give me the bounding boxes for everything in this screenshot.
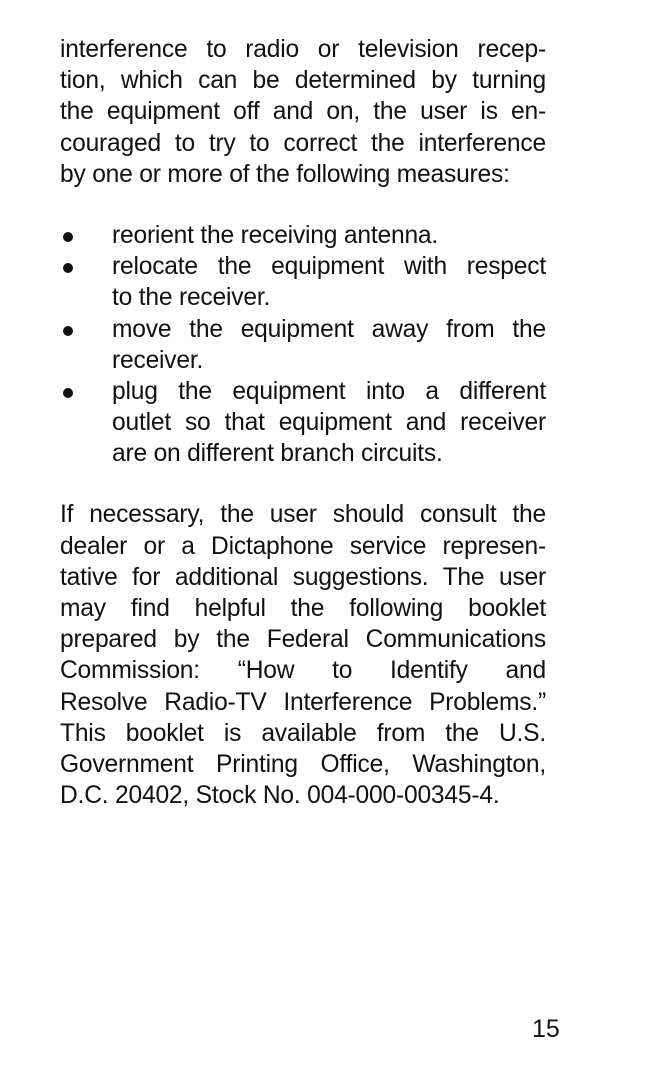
closing-line: Resolve Radio-TV Interference Problems.” (60, 688, 546, 716)
list-item-line: reorient the receiving antenna. (112, 221, 439, 249)
list-item-line: to the receiver. (112, 284, 271, 312)
closing-line: dealer or a Dictaphone service represen- (60, 532, 546, 560)
closing-line: If necessary, the user should consult the (60, 501, 546, 529)
page-number: 15 (532, 1015, 560, 1043)
intro-line: by one or more of the following measures: (60, 160, 510, 188)
paragraph-gap (60, 469, 546, 499)
intro-paragraph (60, 34, 546, 190)
closing-paragraph (60, 499, 546, 811)
measures-list (60, 220, 546, 470)
list-item-line: receiver. (112, 346, 204, 374)
closing-line: Government Printing Office, Washington, (60, 750, 546, 778)
list-item-line: outlet so that equipment and receiver (112, 409, 546, 437)
list-item (60, 251, 546, 313)
list-item-line: relocate the equipment with respect (112, 253, 546, 281)
closing-line: Commission: “How to Identify and (60, 657, 546, 685)
paragraph-gap (60, 190, 546, 220)
closing-line: This booklet is available from the U.S. (60, 719, 546, 747)
list-item (60, 314, 546, 376)
list-item-line: move the equipment away from the (112, 315, 546, 343)
list-item (60, 220, 546, 251)
intro-line: interference to radio or television recep- (60, 36, 546, 63)
closing-line: may find helpful the following booklet (60, 595, 546, 622)
list-item-line: are on different branch circuits. (112, 440, 443, 468)
bullet-icon (63, 263, 73, 273)
closing-line: tative for additional suggestions. The user (60, 563, 546, 591)
document-page (60, 34, 546, 811)
bullet-icon (63, 232, 73, 242)
intro-line: couraged to try to correct the interference (60, 129, 546, 157)
list-item (60, 376, 546, 470)
list-item-line: plug the equipment into a different (112, 377, 546, 405)
intro-line: tion, which can be determined by turning (60, 67, 546, 95)
intro-line: the equipment off and on, the user is en- (60, 98, 546, 126)
closing-line: prepared by the Federal Communications (60, 626, 546, 654)
closing-line: D.C. 20402, Stock No. 004-000-00345-4. (60, 782, 500, 810)
bullet-icon (63, 388, 73, 398)
bullet-icon (63, 326, 73, 336)
